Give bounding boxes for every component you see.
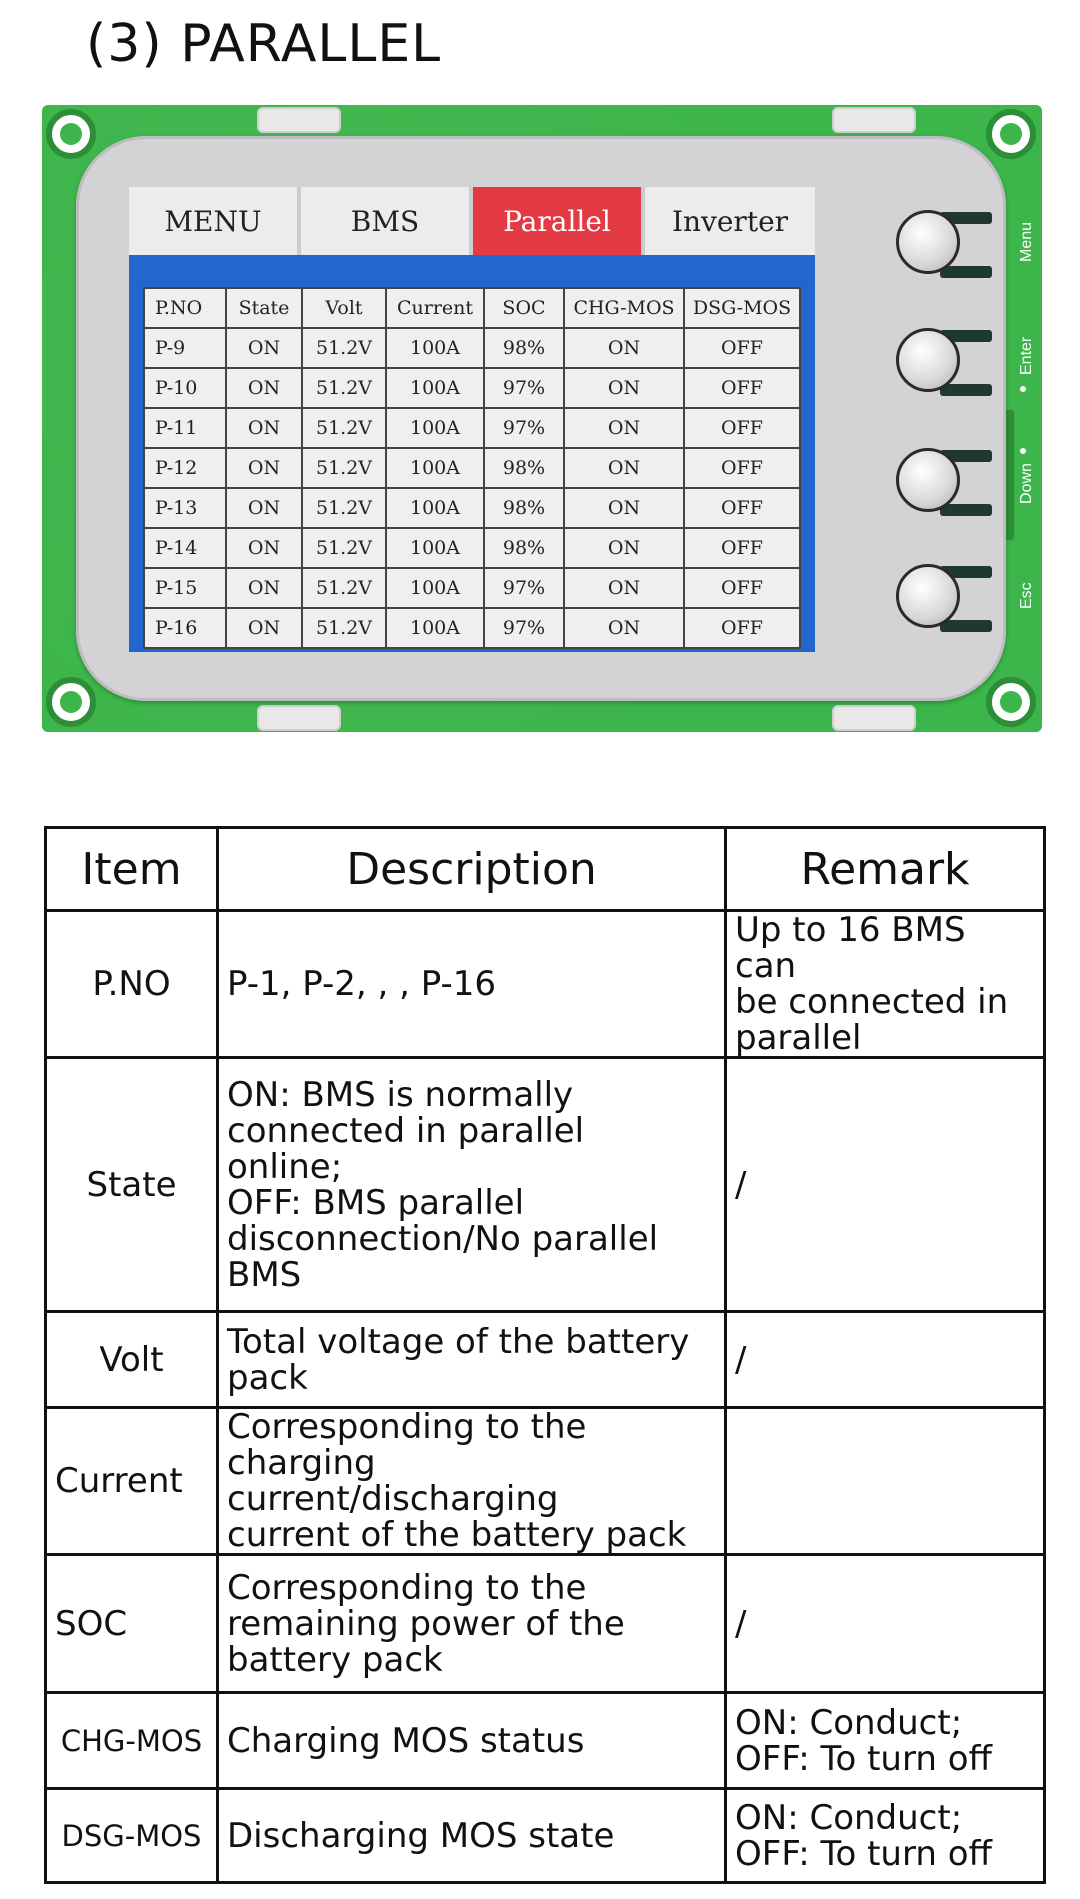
table-row xyxy=(46,1693,1045,1789)
lcd-table-cell: 97% xyxy=(484,408,564,448)
led-dot xyxy=(1020,448,1026,454)
lcd-table-cell: P-11 xyxy=(144,408,226,448)
lcd-table-cell: ON xyxy=(564,608,684,648)
menu-label: Menu xyxy=(1018,221,1035,263)
lcd-table-cell: P-13 xyxy=(144,488,226,528)
table-row xyxy=(46,1058,1045,1312)
table-row xyxy=(46,1555,1045,1693)
button-contact xyxy=(940,384,992,396)
lcd-table-cell: OFF xyxy=(684,448,800,488)
item-cell: State xyxy=(46,1058,218,1312)
description-cell: Charging MOS status xyxy=(218,1693,726,1789)
lcd-table-row xyxy=(144,608,800,648)
mount-hole xyxy=(986,677,1036,727)
lcd-table-cell: OFF xyxy=(684,488,800,528)
table-row xyxy=(46,1312,1045,1408)
down-button[interactable] xyxy=(896,448,960,512)
mount-hole xyxy=(46,677,96,727)
description-cell: Discharging MOS state xyxy=(218,1789,726,1883)
esc-button[interactable] xyxy=(896,564,960,628)
lcd-table-cell: OFF xyxy=(684,408,800,448)
lcd-table-cell: ON xyxy=(226,488,302,528)
lcd-table-cell: 100A xyxy=(386,488,484,528)
enter-button[interactable] xyxy=(896,328,960,392)
parallel-status-table xyxy=(143,287,801,649)
lcd-table-row xyxy=(144,528,800,568)
remark-cell: / xyxy=(726,1312,1045,1408)
description-header: Description xyxy=(218,828,726,911)
column-header: P.NO xyxy=(144,288,226,328)
enter-label: Enter xyxy=(1018,336,1035,376)
button-contact xyxy=(940,620,992,632)
lcd-table-cell: P-9 xyxy=(144,328,226,368)
lcd-table-cell: ON xyxy=(564,488,684,528)
bezel-clip xyxy=(257,107,341,133)
lcd-table-cell: 51.2V xyxy=(302,568,386,608)
lcd-table-cell: 100A xyxy=(386,568,484,608)
lcd-table-cell: 98% xyxy=(484,328,564,368)
bezel-clip xyxy=(832,107,916,133)
column-header: Volt xyxy=(302,288,386,328)
lcd-table-cell: 97% xyxy=(484,608,564,648)
lcd-table-cell: P-16 xyxy=(144,608,226,648)
lcd-table-cell: 98% xyxy=(484,488,564,528)
item-cell: P.NO xyxy=(46,911,218,1058)
item-header: Item xyxy=(46,828,218,911)
column-header: DSG-MOS xyxy=(684,288,800,328)
lcd-table-row xyxy=(144,448,800,488)
lcd-table-cell: P-12 xyxy=(144,448,226,488)
lcd-table-cell: OFF xyxy=(684,528,800,568)
lcd-table-cell: 51.2V xyxy=(302,368,386,408)
remark-cell: ON: Conduct; OFF: To turn off xyxy=(726,1693,1045,1789)
remark-cell: / xyxy=(726,1555,1045,1693)
lcd-table-cell: 51.2V xyxy=(302,488,386,528)
menu-button[interactable] xyxy=(896,210,960,274)
column-header: Current xyxy=(386,288,484,328)
lcd-table-cell: 51.2V xyxy=(302,408,386,448)
lcd-table-cell: 100A xyxy=(386,408,484,448)
lcd-table-cell: ON xyxy=(226,448,302,488)
lcd-table-cell: P-14 xyxy=(144,528,226,568)
lcd-table-cell: ON xyxy=(564,408,684,448)
esc-label: Esc xyxy=(1018,582,1035,610)
down-label: Down xyxy=(1018,463,1035,505)
tab-inverter[interactable]: Inverter xyxy=(645,187,815,255)
lcd-table-cell: 97% xyxy=(484,368,564,408)
lcd-table-cell: 51.2V xyxy=(302,328,386,368)
mount-hole xyxy=(986,109,1036,159)
lcd-table-cell: OFF xyxy=(684,568,800,608)
lcd-table-cell: 98% xyxy=(484,448,564,488)
lcd-table-cell: 100A xyxy=(386,328,484,368)
lcd-table-cell: ON xyxy=(564,528,684,568)
lcd-table-row xyxy=(144,408,800,448)
lcd-table-cell: P-15 xyxy=(144,568,226,608)
lcd-table-cell: 100A xyxy=(386,608,484,648)
lcd-table-row xyxy=(144,368,800,408)
table-header-row xyxy=(46,828,1045,911)
bezel-clip xyxy=(832,705,916,731)
lcd-table-cell: OFF xyxy=(684,368,800,408)
item-cell: CHG-MOS xyxy=(46,1693,218,1789)
item-cell: Volt xyxy=(46,1312,218,1408)
remark-header: Remark xyxy=(726,828,1045,911)
lcd-table-cell: ON xyxy=(226,568,302,608)
table-row xyxy=(46,1789,1045,1883)
lcd-table-cell: ON xyxy=(226,368,302,408)
page-title: (3) PARALLEL xyxy=(86,14,442,74)
column-header: State xyxy=(226,288,302,328)
lcd-table-cell: OFF xyxy=(684,608,800,648)
lcd-table-cell: ON xyxy=(564,568,684,608)
lcd-table-cell: 100A xyxy=(386,368,484,408)
lcd-table-cell: ON xyxy=(226,408,302,448)
lcd-tab-bar xyxy=(129,187,815,255)
lcd-table-cell: ON xyxy=(226,608,302,648)
column-header: SOC xyxy=(484,288,564,328)
lcd-screen xyxy=(129,187,815,652)
lcd-table-cell: 51.2V xyxy=(302,448,386,488)
lcd-table-cell: ON xyxy=(564,328,684,368)
lcd-table-cell: 51.2V xyxy=(302,528,386,568)
table-row xyxy=(46,1408,1045,1555)
tab-bms[interactable]: BMS xyxy=(301,187,473,255)
description-cell: Total voltage of the battery pack xyxy=(218,1312,726,1408)
lcd-table-row xyxy=(144,568,800,608)
tab-parallel[interactable]: Parallel xyxy=(473,187,645,255)
description-cell: Corresponding to the charging current/discharging current of the battery pack xyxy=(218,1408,726,1555)
item-cell: Current xyxy=(46,1408,218,1555)
description-cell: ON: BMS is normally connected in parallel online; OFF: BMS parallel disconnection/No parallel BMS xyxy=(218,1058,726,1312)
bezel-clip xyxy=(257,705,341,731)
lcd-table-row xyxy=(144,328,800,368)
lcd-table-row xyxy=(144,488,800,528)
lcd-table-cell: P-10 xyxy=(144,368,226,408)
column-header: CHG-MOS xyxy=(564,288,684,328)
remark-cell: ON: Conduct; OFF: To turn off xyxy=(726,1789,1045,1883)
lcd-table-cell: 51.2V xyxy=(302,608,386,648)
led-dot xyxy=(1020,386,1026,392)
mount-hole xyxy=(46,109,96,159)
lcd-table-cell: 100A xyxy=(386,528,484,568)
remark-cell xyxy=(726,1408,1045,1555)
lcd-table-cell: ON xyxy=(564,368,684,408)
item-cell: SOC xyxy=(46,1555,218,1693)
remark-cell: Up to 16 BMS can be connected in parallel xyxy=(726,911,1045,1058)
table-row xyxy=(46,911,1045,1058)
remark-cell: / xyxy=(726,1058,1045,1312)
tab-menu[interactable]: MENU xyxy=(129,187,301,255)
lcd-table-cell: 98% xyxy=(484,528,564,568)
lcd-table-cell: 97% xyxy=(484,568,564,608)
description-cell: Corresponding to the remaining power of the battery pack xyxy=(218,1555,726,1693)
lcd-table-cell: OFF xyxy=(684,328,800,368)
table-header-row xyxy=(144,288,800,328)
lcd-table-cell: ON xyxy=(226,528,302,568)
lcd-table-cell: ON xyxy=(226,328,302,368)
item-cell: DSG-MOS xyxy=(46,1789,218,1883)
description-table xyxy=(44,826,1046,1884)
description-cell: P-1, P-2, , , P-16 xyxy=(218,911,726,1058)
lcd-table-cell: 100A xyxy=(386,448,484,488)
lcd-table-cell: ON xyxy=(564,448,684,488)
button-contact xyxy=(940,504,992,516)
button-contact xyxy=(940,266,992,278)
